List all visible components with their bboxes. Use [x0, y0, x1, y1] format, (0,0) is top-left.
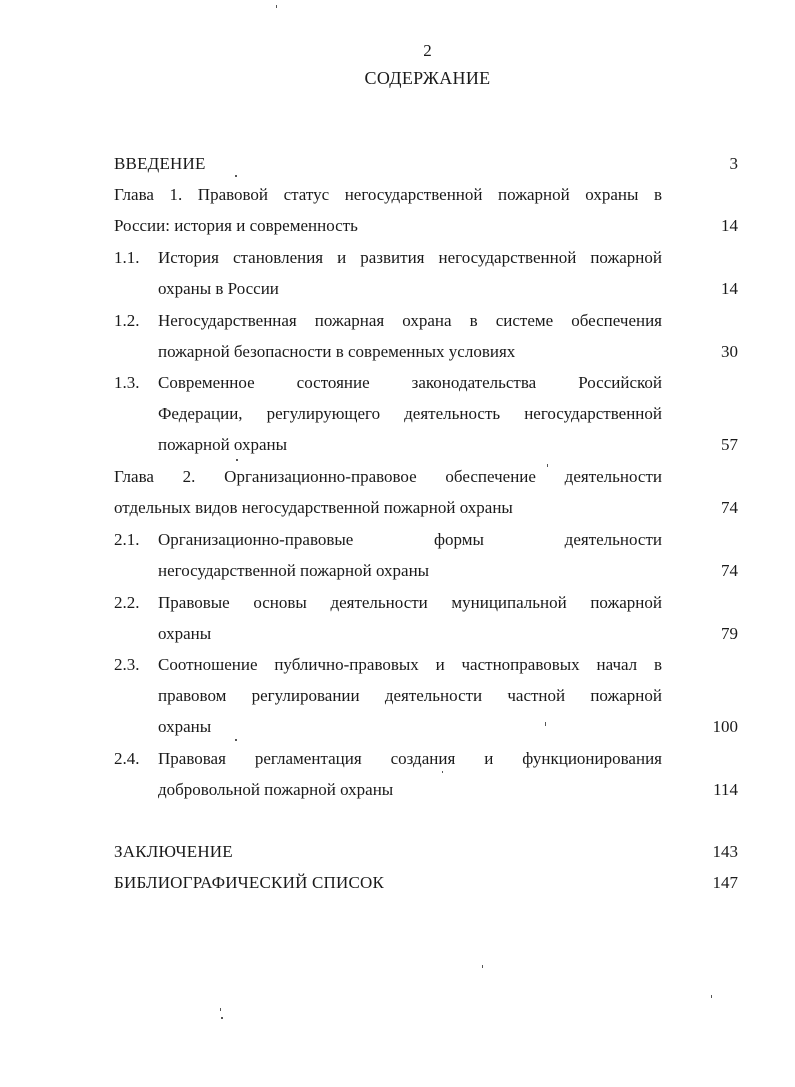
toc-entry-page: 100 [712, 717, 738, 736]
toc-entry-number: 2.4. [114, 749, 140, 768]
toc-entry-number: 2.1. [114, 530, 140, 549]
toc-entry-line: Негосударственная пожарная охрана в системе обеспечения [158, 311, 662, 330]
scan-speck [442, 771, 443, 773]
toc-entry-page: 147 [712, 873, 738, 892]
toc-entry-page: 74 [721, 561, 738, 580]
toc-entry-number: 1.3. [114, 373, 140, 392]
toc-entry-line: Правовые основы деятельности муниципальной пожарной [158, 593, 662, 612]
scan-speck [236, 459, 238, 461]
toc-entry-line: пожарной охраны [158, 435, 288, 454]
toc-entry-page: 79 [721, 624, 738, 643]
toc-entry-number: 2.3. [114, 655, 140, 674]
toc-entry-line: История становления и развития негосударственной пожарной [158, 248, 662, 267]
scan-speck [235, 175, 237, 177]
toc-entry-title: БИБЛИОГРАФИЧЕСКИЙ СПИСОК [114, 873, 385, 892]
toc-entry-page: 57 [721, 435, 738, 454]
toc-entry-page: 3 [729, 154, 738, 173]
toc-entry-line: Организационно-правовые формы деятельности [158, 530, 662, 549]
scan-speck [276, 5, 277, 8]
toc-entry-page: 74 [721, 498, 738, 517]
toc-entry-number: 1.1. [114, 248, 140, 267]
toc-entry-line: пожарной безопасности в современных условиях [158, 342, 516, 361]
toc-entry-line: охраны в России [158, 279, 279, 298]
toc-entry-line: Соотношение публично-правовых и частноправовых начал в [158, 655, 662, 674]
scan-speck [482, 965, 483, 968]
toc-entry-line: охраны [158, 717, 212, 736]
toc-entry-line: России: история и современность [114, 216, 358, 235]
toc-entry-line: Глава 2. Организационно-правовое обеспечение деятельности [114, 467, 662, 486]
toc-entry-page: 14 [721, 279, 738, 298]
page-number: 2 [423, 41, 432, 60]
toc-entry-line: добровольной пожарной охраны [158, 780, 394, 799]
toc-entry-page: 30 [721, 342, 738, 361]
toc-entry-line: Правовая регламентация создания и функционирования [158, 749, 662, 768]
toc-entry-line: правовом регулировании деятельности частной пожарной [158, 686, 662, 705]
scan-speck [235, 739, 237, 741]
scan-speck [220, 1008, 221, 1011]
toc-entry-title: ВВЕДЕНИЕ [114, 154, 206, 173]
scan-speck [547, 464, 548, 467]
scan-speck [545, 722, 546, 726]
toc-entry-number: 2.2. [114, 593, 140, 612]
toc-entry-line: отдельных видов негосударственной пожарной охраны [114, 498, 513, 517]
toc-entry-page: 143 [712, 842, 738, 861]
toc-entry-page: 114 [713, 780, 738, 799]
toc-entry-number: 1.2. [114, 311, 140, 330]
toc-entry-title: ЗАКЛЮЧЕНИЕ [114, 842, 233, 861]
toc-entry-line: негосударственной пожарной охраны [158, 561, 430, 580]
scan-speck [711, 995, 712, 998]
toc-entry-line: Федерации, регулирующего деятельность негосударственной [158, 404, 662, 423]
scan-speck [221, 1017, 223, 1019]
toc-entry-line: Современное состояние законодательства Российской [158, 373, 662, 392]
toc-entry-line: Глава 1. Правовой статус негосударственной пожарной охраны в [114, 185, 662, 204]
toc-entry-line: охраны [158, 624, 212, 643]
toc-entry-page: 14 [721, 216, 738, 235]
page-title: СОДЕРЖАНИЕ [364, 68, 491, 88]
